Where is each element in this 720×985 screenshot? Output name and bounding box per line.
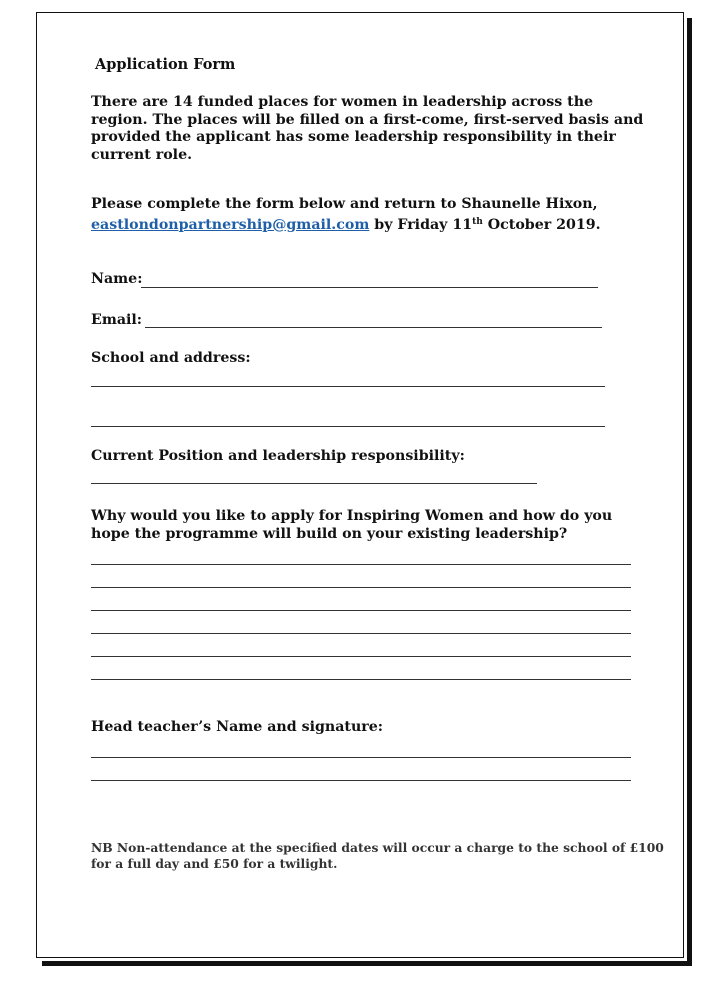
head-teacher-label: Head teacher’s Name and signature: <box>91 719 384 735</box>
email-link[interactable]: eastlondonpartnership@gmail.com <box>91 216 370 233</box>
why-answer-line[interactable] <box>91 679 631 680</box>
why-question-line-2: hope the programme will build on your existing leadership? <box>91 526 568 542</box>
intro-line: There are 14 funded places for women in leadership across the <box>91 94 594 110</box>
note-line: for a full day and £50 for a twilight. <box>91 856 338 871</box>
intro-line: region. The places will be filled on a first-come, first-served basis and <box>91 111 644 128</box>
position-line[interactable] <box>91 483 537 484</box>
note-line: NB Non-attendance at the specified dates will occur a charge to the school of £100 <box>91 840 664 855</box>
why-answer-line[interactable] <box>91 610 631 611</box>
non-attendance-note <box>91 840 664 872</box>
deadline-prefix: by Friday 11 <box>369 216 473 233</box>
name-line[interactable] <box>141 287 598 288</box>
deadline-line <box>91 214 601 235</box>
intro-line: current role. <box>91 146 193 163</box>
deadline-sup: th <box>472 216 483 227</box>
why-answer-line[interactable] <box>91 587 631 588</box>
why-answer-line[interactable] <box>91 656 631 657</box>
form-title: Application Form <box>95 56 236 73</box>
school-line-2[interactable] <box>91 426 605 427</box>
return-line: Please complete the form below and return to Shaunelle Hixon, <box>91 196 598 212</box>
school-line-1[interactable] <box>91 386 605 387</box>
name-label: Name: <box>91 271 143 287</box>
position-label: Current Position and leadership responsibility: <box>91 448 465 464</box>
email-line[interactable] <box>145 327 602 328</box>
head-teacher-line-2[interactable] <box>91 780 631 781</box>
head-teacher-line-1[interactable] <box>91 757 631 758</box>
intro-line: provided the applicant has some leadership responsibility in their <box>91 129 616 145</box>
why-answer-line[interactable] <box>91 633 631 634</box>
why-answer-line[interactable] <box>91 564 631 565</box>
deadline-suffix: October 2019. <box>482 216 601 233</box>
email-label: Email: <box>91 312 143 328</box>
intro-paragraph <box>91 94 643 164</box>
school-label: School and address: <box>91 350 251 366</box>
why-question-line-1: Why would you like to apply for Inspiring Women and how do you <box>91 508 613 524</box>
return-instructions <box>91 196 601 234</box>
